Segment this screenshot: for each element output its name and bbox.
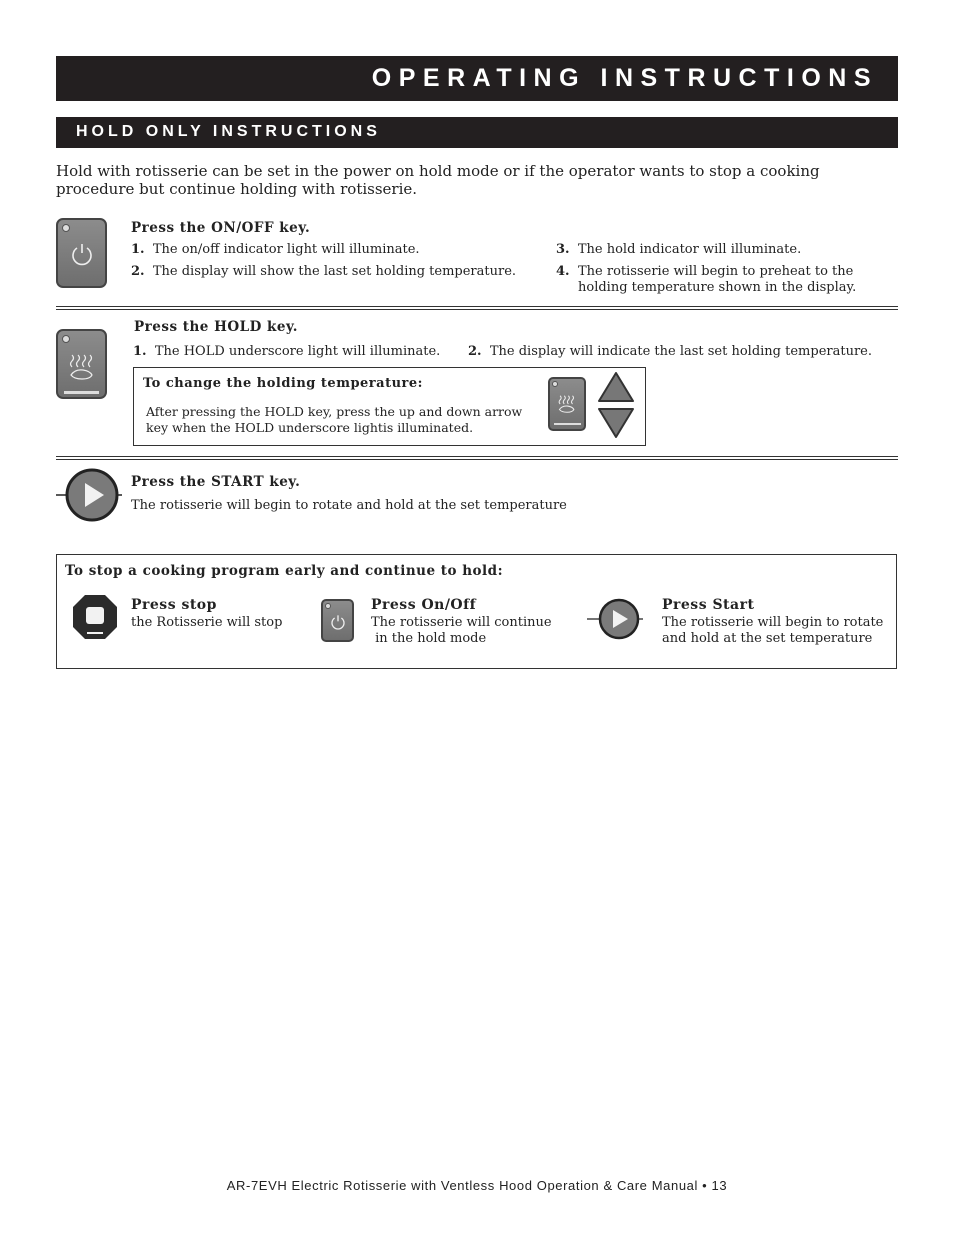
power-icon bbox=[330, 614, 346, 630]
on-off-key-icon bbox=[56, 218, 107, 288]
hold-chicken-icon bbox=[556, 393, 578, 415]
step2-item-1-text: The HOLD underscore light will illuminate. bbox=[154, 344, 441, 359]
stop-early-box bbox=[56, 554, 897, 669]
step2-item-1-num: 1. bbox=[133, 344, 147, 359]
change-temp-text: After pressing the HOLD key, press the up and down arrow key when the HOLD underscore lightis illuminated. bbox=[146, 404, 523, 435]
hold-underscore-light bbox=[554, 423, 581, 425]
start-title: Press Start bbox=[662, 597, 755, 613]
step2-item-2-num: 2. bbox=[468, 344, 482, 359]
start-text: The rotisserie will begin to rotate and hold at the set temperature bbox=[662, 615, 884, 646]
up-down-arrow-keys-icon bbox=[597, 371, 635, 439]
step2-item-1 bbox=[133, 344, 440, 360]
divider bbox=[56, 306, 898, 310]
start-small-key-icon bbox=[587, 597, 643, 641]
intro-text: Hold with rotisserie can be set in the power on hold mode or if the operator wants to stop a cooking procedure but continue holding with rotisserie. bbox=[56, 162, 820, 198]
step1-item-2 bbox=[131, 264, 551, 280]
step3-text: The rotisserie will begin to rotate and hold at the set temperature bbox=[131, 498, 567, 513]
step3-heading: Press the START key. bbox=[131, 474, 301, 490]
hold-key-small-icon bbox=[548, 377, 586, 431]
step1-item-4-num: 4. bbox=[556, 264, 570, 279]
start-key-icon bbox=[56, 466, 122, 524]
stop-title: Press stop bbox=[131, 597, 217, 613]
up-arrow-icon bbox=[599, 373, 633, 401]
on-off-text: The rotisserie will continue in the hold mode bbox=[371, 615, 552, 646]
power-icon bbox=[70, 242, 94, 266]
down-arrow-icon bbox=[599, 409, 633, 437]
section-title: HOLD ONLY INSTRUCTIONS bbox=[76, 123, 381, 140]
stop-icon bbox=[71, 593, 119, 641]
on-off-title: Press On/Off bbox=[371, 597, 477, 613]
step2-heading: Press the HOLD key. bbox=[134, 319, 298, 335]
hold-underscore-light bbox=[64, 391, 99, 394]
stop-box-heading: To stop a cooking program early and continue to hold: bbox=[65, 563, 504, 579]
on-off-small-key-icon bbox=[321, 599, 354, 642]
step2-item-2 bbox=[468, 344, 872, 360]
step1-heading: Press the ON/OFF key. bbox=[131, 220, 311, 236]
page-title: OPERATING INSTRUCTIONS bbox=[371, 64, 878, 92]
step1-item-1-num: 1. bbox=[131, 242, 145, 257]
step1-item-3 bbox=[556, 242, 886, 258]
step1-item-4 bbox=[556, 264, 886, 296]
step1-item-3-text: The hold indicator will illuminate. bbox=[577, 242, 802, 257]
step2-item-2-text: The display will indicate the last set holding temperature. bbox=[489, 344, 872, 359]
section-bar bbox=[56, 117, 898, 148]
hold-chicken-icon bbox=[66, 351, 98, 383]
step1-item-4-text: The rotisserie will begin to preheat to the holding temperature shown in the display. bbox=[578, 264, 857, 295]
stop-text: the Rotisserie will stop bbox=[131, 615, 283, 630]
step1-item-2-text: The display will show the last set holding temperature. bbox=[152, 264, 517, 279]
step1-item-3-num: 3. bbox=[556, 242, 570, 257]
change-temp-box bbox=[133, 367, 646, 446]
divider bbox=[56, 456, 898, 460]
step1-item-1 bbox=[131, 242, 551, 258]
hold-key-icon bbox=[56, 329, 107, 399]
header-banner bbox=[56, 56, 898, 101]
change-temp-heading: To change the holding temperature: bbox=[143, 376, 423, 391]
page-footer: AR-7EVH Electric Rotisserie with Ventless Hood Operation & Care Manual • 13 bbox=[226, 1178, 728, 1193]
step1-item-1-text: The on/off indicator light will illuminate. bbox=[152, 242, 420, 257]
step1-item-2-num: 2. bbox=[131, 264, 145, 279]
